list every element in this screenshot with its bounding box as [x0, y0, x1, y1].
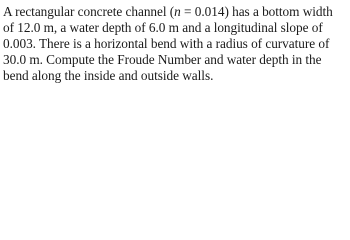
problem-line-5: bend along the inside and outside walls.: [3, 68, 214, 83]
problem-line-1: [3, 4, 348, 20]
problem-line-4: 30.0 m. Compute the Froude Number and water depth in the: [3, 52, 322, 67]
problem-line-1-end: = 0.014) has a bottom width: [180, 4, 333, 19]
problem-line-2: of 12.0 m, a water depth of 6.0 m and a longitudinal slope of: [3, 20, 323, 35]
problem-statement: [3, 4, 348, 84]
problem-line-3: 0.003. There is a horizontal bend with a radius of curvature of: [3, 36, 330, 51]
manning-n-variable: n: [174, 4, 181, 19]
problem-line-1-start: A rectangular concrete channel (: [3, 4, 175, 19]
